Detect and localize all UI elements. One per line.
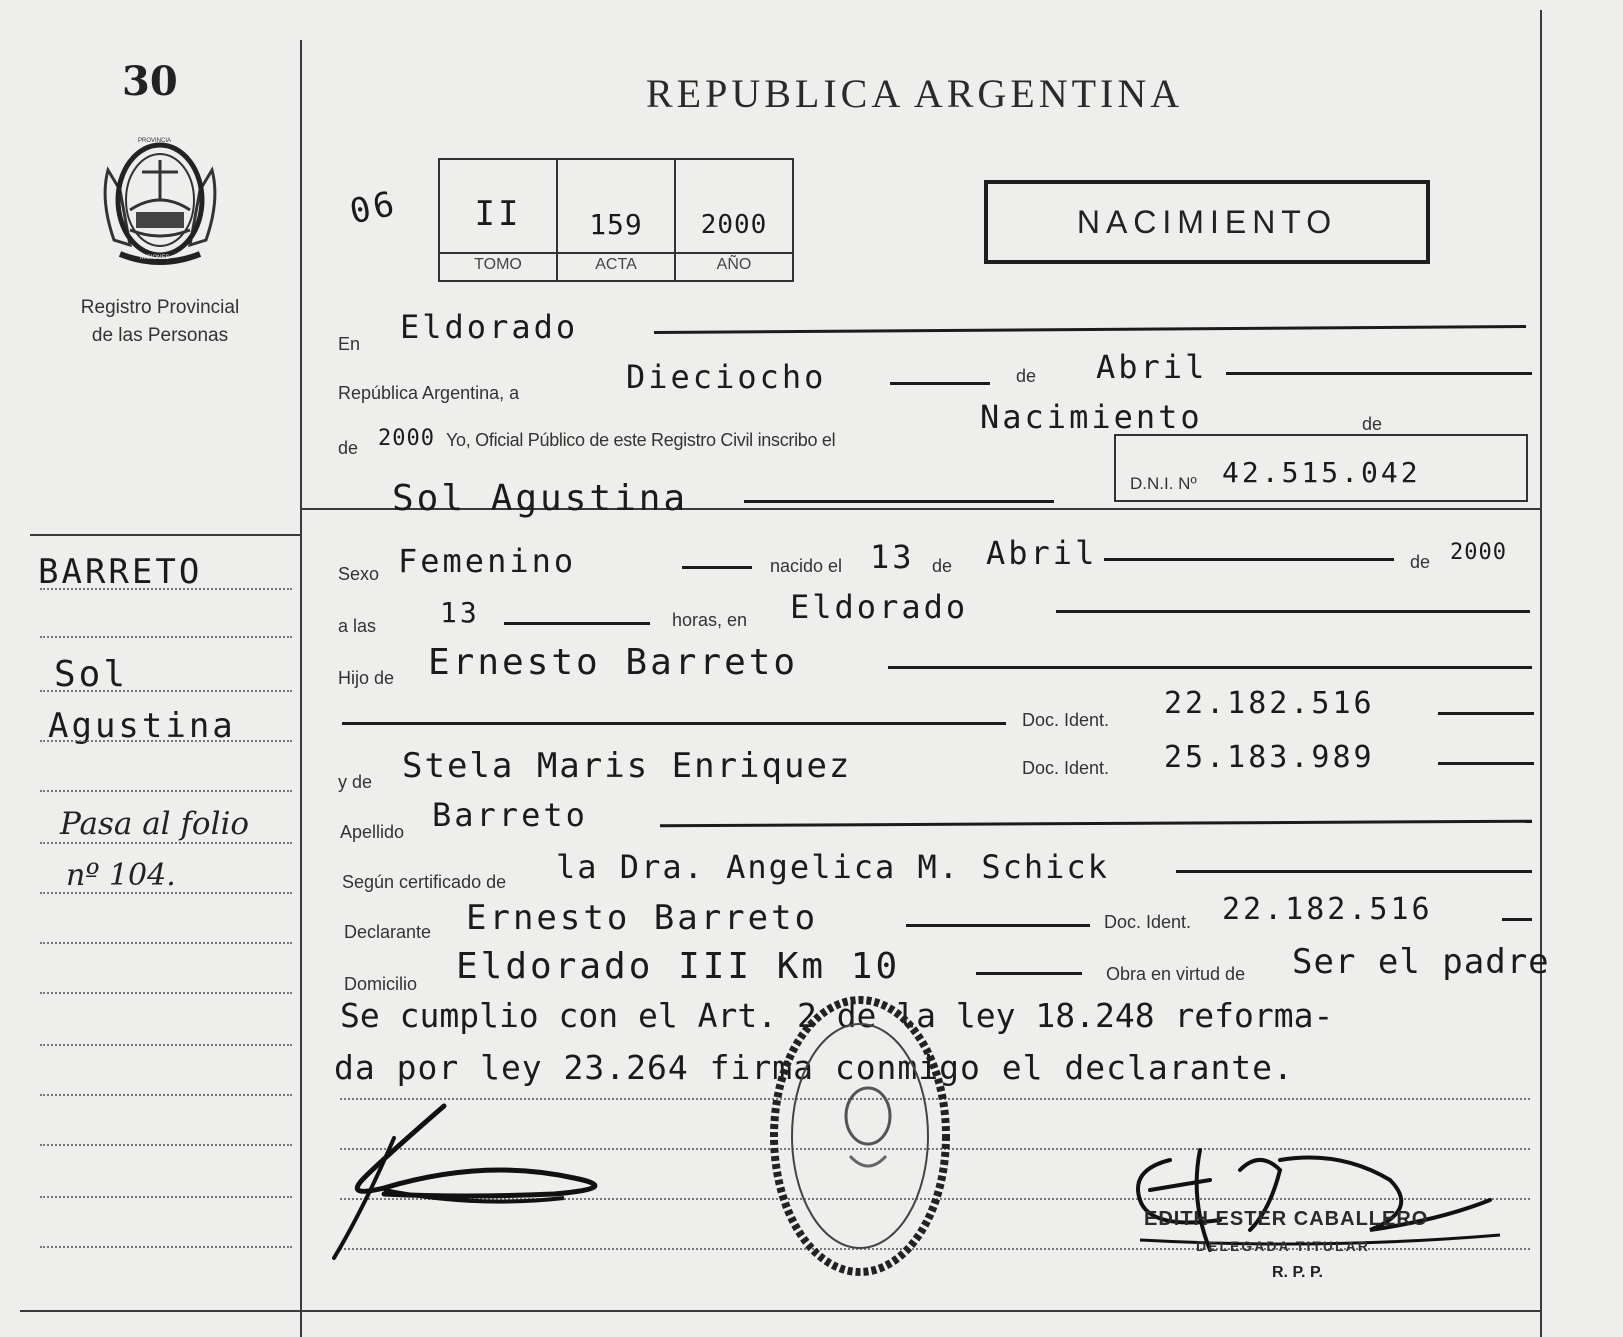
doc-declarante-value: 22.182.516: [1222, 892, 1433, 927]
margin-line-11: [40, 1094, 292, 1096]
label-dni: D.N.I. Nº: [1130, 474, 1197, 493]
ano-value: 2000: [700, 210, 768, 240]
mes-nac-value: Abril: [986, 534, 1098, 572]
nombre-rule: [744, 500, 1054, 503]
padre-value: Ernesto Barreto: [428, 642, 799, 683]
official-stamp: [760, 986, 960, 1286]
lugar-nac-value: Eldorado: [790, 588, 969, 626]
mes-value: Abril: [1096, 348, 1208, 386]
margin-line-2: [40, 636, 292, 638]
sexo-value: Femenino: [398, 542, 577, 580]
lugar-rule: [654, 325, 1526, 334]
declarante-value: Ernesto Barreto: [466, 898, 819, 938]
acta-value: 159: [589, 208, 643, 241]
label-doc2: Doc. Ident.: [1022, 758, 1110, 778]
tipo-value: Nacimiento: [980, 398, 1203, 436]
right-border: [1540, 10, 1542, 1337]
domicilio-value: Eldorado III Km 10: [456, 946, 901, 987]
mes-rule: [1226, 372, 1532, 375]
nota-line-2: da por ley 23.264 firma conmigo el declarante.: [334, 1048, 1294, 1087]
anio-nac-value: 2000: [1450, 540, 1507, 565]
padre-rule-2: [342, 722, 1006, 725]
left-column-divider: [300, 40, 302, 1337]
ano-label: AÑO: [716, 256, 752, 273]
margin-line-13: [40, 1196, 292, 1198]
registry-line-2: de las Personas: [91, 325, 229, 346]
hora-value: 13: [440, 596, 480, 629]
label-nacido: nacido el: [770, 556, 843, 576]
margin-nota-2: nº 104.: [66, 858, 176, 893]
anio-value: 2000: [378, 426, 435, 451]
dia-letras-value: Dieciocho: [626, 358, 827, 396]
margin-line-3: [40, 690, 292, 692]
dni-box: [1114, 434, 1528, 502]
label-domicilio: Domicilio: [344, 974, 418, 994]
nombre-value: Sol Agustina: [392, 478, 689, 519]
mes-nac-rule: [1104, 558, 1394, 561]
doc-padre-value: 22.182.516: [1164, 686, 1375, 721]
dia-rule: [890, 382, 990, 385]
provincial-seal: [100, 130, 220, 270]
nota-line-1: Se cumplio con el Art. 2 de la ley 18.248 reforma-: [340, 996, 1334, 1035]
label-yde: y de: [338, 772, 373, 792]
sexo-rule: [682, 566, 752, 569]
declarant-signature: [324, 1098, 624, 1268]
document-type-box: [984, 180, 1430, 264]
acta-label: ACTA: [595, 256, 637, 273]
record-label-rule: [440, 252, 792, 254]
seal-text-bottom: MISIONES: [140, 255, 170, 261]
doc-declarante-rule: [1502, 918, 1532, 921]
margin-line-9: [40, 992, 292, 994]
certificado-value: la Dra. Angelica M. Schick: [556, 848, 1109, 886]
label-hijo: Hijo de: [338, 668, 395, 688]
lugar-nac-rule: [1056, 610, 1530, 613]
margin-nota-1: Pasa al folio: [60, 806, 250, 842]
label-en: En: [338, 334, 361, 354]
doc-padre-rule: [1438, 712, 1534, 715]
stamp-rpp: R. P. P.: [1272, 1264, 1323, 1281]
margin-line-14: [40, 1246, 292, 1248]
margin-line-5: [40, 790, 292, 792]
label-segun: Según certificado de: [342, 872, 507, 892]
page-number: 30: [122, 58, 178, 105]
label-de: de: [1016, 366, 1037, 386]
seal-text-top: PROVINCIA: [138, 138, 172, 144]
label-doc3: Doc. Ident.: [1104, 912, 1192, 932]
margin-nombre-2: Agustina: [48, 706, 236, 746]
bottom-rule: [20, 1310, 1542, 1312]
margin-apellido: BARRETO: [38, 552, 203, 592]
label-de3: de: [932, 556, 953, 576]
label-de4: de: [1410, 552, 1431, 572]
margin-line-12: [40, 1144, 292, 1146]
domicilio-rule: [976, 972, 1082, 975]
label-de2: de: [1362, 414, 1383, 434]
document-type: NACIMIENTO: [1076, 204, 1338, 240]
margin-line-7: [40, 892, 292, 894]
margin-line-10: [40, 1044, 292, 1046]
dni-value: 42.515.042: [1222, 456, 1421, 489]
margin-mark: 06: [346, 183, 401, 233]
label-republica: República Argentina, a: [338, 383, 520, 403]
stamp-title: DELEGADA TITULAR: [1196, 1238, 1370, 1254]
tomo-label: TOMO: [474, 256, 522, 273]
certificado-rule: [1176, 870, 1532, 873]
page-title: REPUBLICA ARGENTINA: [646, 71, 1184, 116]
label-doc1: Doc. Ident.: [1022, 710, 1110, 730]
apellido-value: Barreto: [432, 796, 588, 834]
label-oficial: Yo, Oficial Público de este Registro Civil inscribo el: [446, 430, 836, 450]
doc-madre-rule: [1438, 762, 1534, 765]
margin-line-8: [40, 942, 292, 944]
stamp-name: EDITH ESTER CABALLERO: [1144, 1208, 1429, 1230]
margin-line-4: [40, 740, 292, 742]
label-obra: Obra en virtud de: [1106, 964, 1246, 984]
label-horas: horas, en: [672, 610, 748, 630]
label-declarante: Declarante: [344, 922, 432, 942]
madre-value: Stela Maris Enriquez: [402, 746, 852, 786]
label-de-year: de: [338, 438, 359, 458]
margin-line-1: [40, 588, 292, 590]
padre-rule: [888, 666, 1532, 669]
label-a-las: a las: [338, 616, 377, 636]
dia-nac-value: 13: [870, 538, 915, 576]
margin-nombre-1: Sol: [54, 654, 129, 695]
doc-madre-value: 25.183.989: [1164, 740, 1375, 775]
registry-name: [40, 294, 280, 350]
hora-rule: [504, 622, 650, 625]
label-sexo: Sexo: [338, 564, 380, 584]
apellido-rule: [660, 820, 1532, 828]
margin-top-rule: [30, 534, 302, 536]
label-apellido: Apellido: [340, 822, 405, 842]
lugar-value: Eldorado: [400, 308, 579, 346]
record-box: [438, 158, 794, 282]
margin-line-6: [40, 842, 292, 844]
tomo-value: II: [474, 194, 522, 234]
obra-value: Ser el padre: [1292, 942, 1550, 982]
declarante-rule: [906, 924, 1090, 927]
registry-line-1: Registro Provincial: [80, 297, 240, 318]
